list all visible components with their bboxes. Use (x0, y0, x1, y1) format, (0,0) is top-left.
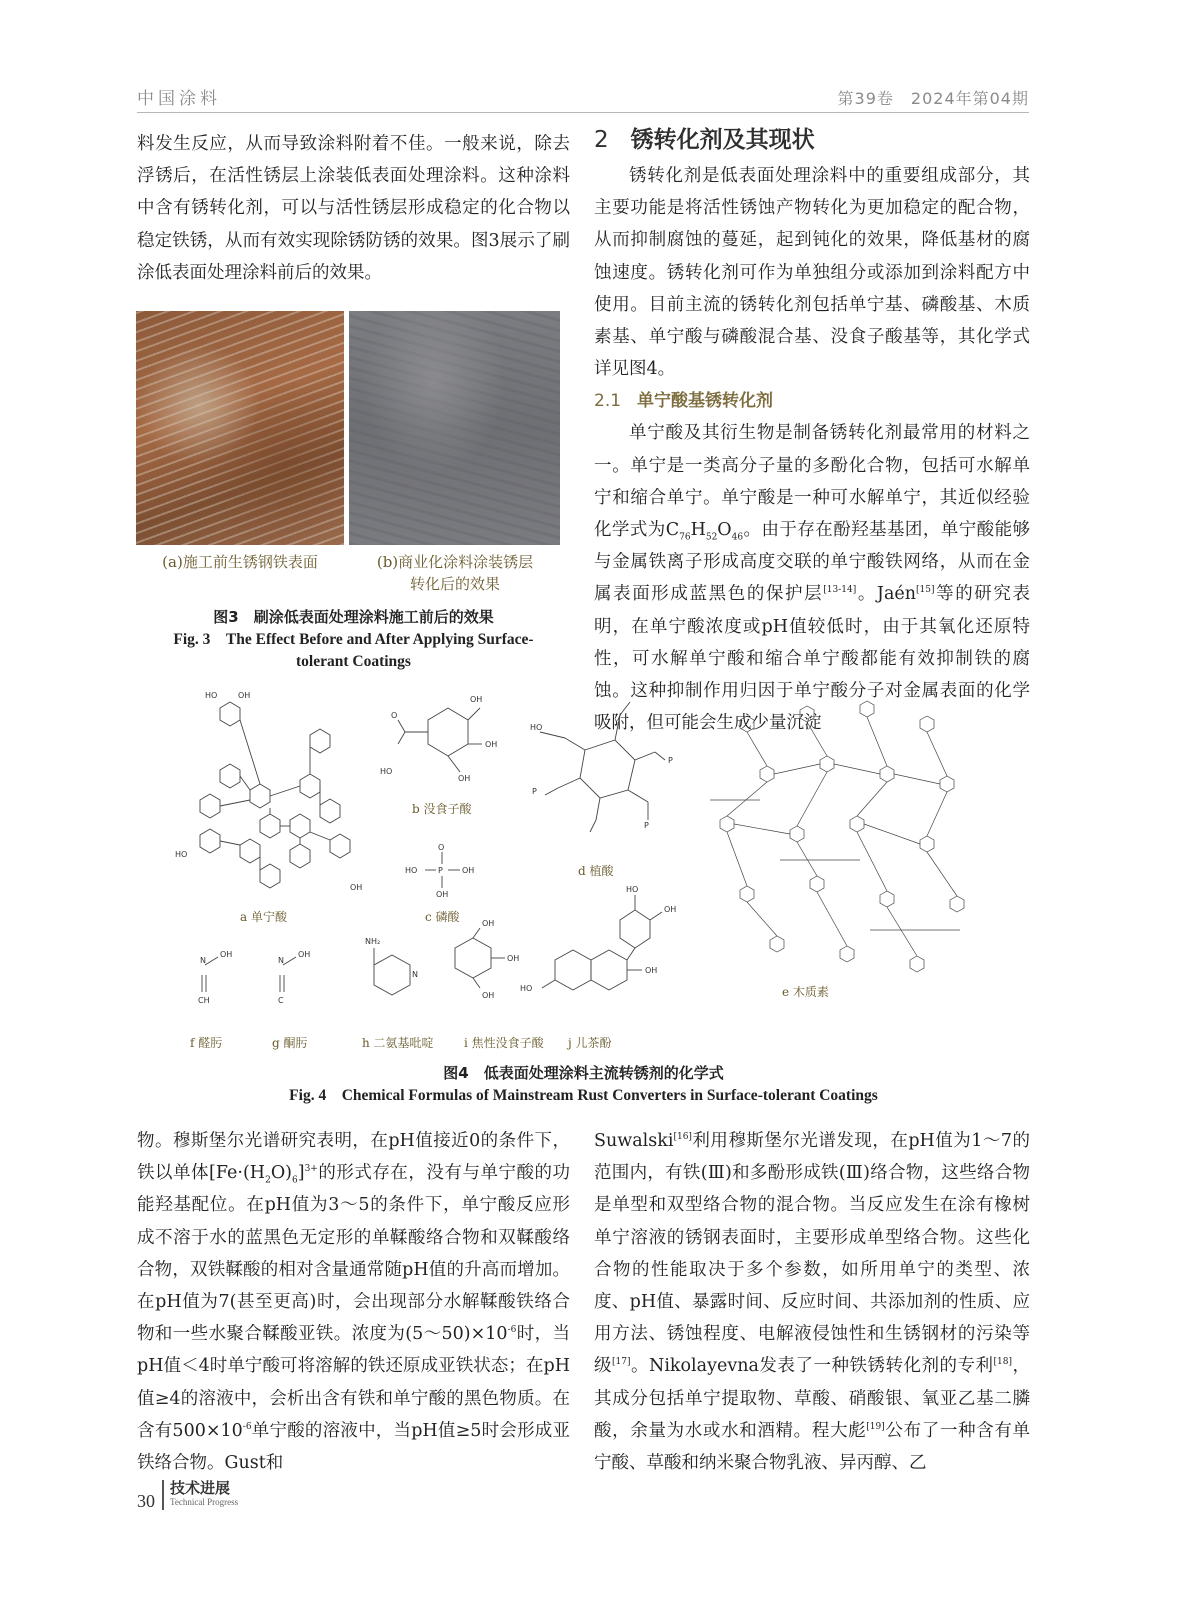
label-phytic-acid: d 植酸 (578, 864, 614, 878)
figure3-caption-en (137, 629, 570, 673)
section-label-zh: 技术进展 (170, 1479, 231, 1497)
svg-text:OH: OH (482, 919, 495, 928)
subsection-number: 2.1 (594, 391, 622, 412)
citation: [19] (866, 1421, 885, 1432)
svg-text:OH: OH (507, 954, 520, 963)
svg-text:HO: HO (380, 767, 393, 776)
svg-text:OH: OH (238, 691, 251, 700)
svg-text:N: N (412, 970, 418, 979)
label-lignin: e 木质素 (782, 985, 829, 999)
label-catechin: j 儿茶酚 (568, 1036, 612, 1050)
svg-text:N: N (200, 956, 206, 965)
subsection-heading (594, 385, 1030, 417)
svg-text:O: O (391, 711, 398, 720)
svg-text:HO: HO (175, 850, 188, 859)
label-gallic-acid: b 没食子酸 (412, 802, 472, 816)
svg-text:P: P (668, 756, 673, 765)
figure3-subcaption-a: (a)施工前生锈钢铁表面 (162, 553, 318, 571)
svg-text:HO: HO (530, 723, 543, 732)
figure3-subcaption-b (349, 551, 561, 595)
svg-text:HO: HO (626, 885, 639, 894)
svg-text:OH: OH (482, 991, 495, 1000)
paragraph: 料发生反应，从而导致涂料附着不佳。一般来说，除去浮锈后，在活性锈层上涂装低表面处理涂料。这种涂料中含有锈转化剂，可以与活性锈层形成稳定的化合物以稳定铁锈，从而有效实现除锈防锈的效果。图3展示了刷涂低表面处理涂料前后的效果。 (137, 134, 570, 283)
caption-line: Fig. 3 The Effect Before and After Applying Surface- (173, 631, 534, 648)
right-column-top (594, 120, 1030, 739)
label-aminopyridine: h 二氨基吡啶 (362, 1036, 434, 1050)
svg-text:OH: OH (664, 905, 677, 914)
subsection-title: 单宁酸基锈转化剂 (637, 391, 774, 412)
svg-text:OH: OH (485, 740, 498, 749)
svg-text:HO: HO (405, 866, 418, 875)
svg-text:OH: OH (350, 883, 363, 892)
svg-text:C: C (278, 996, 284, 1005)
svg-text:P: P (532, 787, 537, 796)
paragraph: 锈转化剂是低表面处理涂料中的重要组成部分，其主要功能是将活性锈蚀产物转化为更加稳定的配合物，从而抑制腐蚀的蔓延，起到钝化的效果，降低基材的腐蚀速度。锈转化剂可作为单独组分或添加到涂料配方中使用。目前主流的锈转化剂包括单宁基、磷酸基、木质素基、单宁酸与磷酸混合基、没食子酸基等，其化学式详见图4。 (594, 166, 1030, 380)
label-pyrogallol: i 焦性没食子酸 (464, 1036, 544, 1050)
citation: [15] (916, 585, 935, 596)
svg-text:N: N (278, 956, 284, 965)
svg-text:P: P (438, 866, 443, 875)
svg-text:OH: OH (220, 950, 233, 959)
subcaption-line: 转化后的效果 (409, 575, 500, 593)
section-heading (594, 120, 1030, 160)
svg-text:OH: OH (645, 966, 658, 975)
aminopyridine-structure (374, 948, 410, 995)
catechin-structure (542, 895, 662, 990)
paragraph: 物。穆斯堡尔光谱研究表明，在pH值接近0的条件下，铁以单体$[Fe\cdot(H_2O)_6]^{3+}$的形式存在，没有与单宁酸的功能羟基配位。在pH值为3～5的条件下，单宁酸反应形成不溶于水的蓝黑色无定形的单鞣酸络合物和双鞣酸络合物，双铁鞣酸的相对含量通常随pH值的升高而增加。在pH值为7(甚至更高)时，会出现部分水解鞣酸铁络合物和一些水聚合鞣酸亚铁。浓度为$(5\sim 50)\times 10^{-6}$时，当pH值＜4时单宁酸可将溶解的铁还原成亚铁状态；在pH值≥4的溶液中，会析出含有铁和单宁酸的黑色物质。在含有$500\times 10^{-6}$单宁酸的溶液中，当pH值≥5时会形成亚铁络合物。Gust和 (137, 1131, 571, 1474)
right-column-bottom (594, 1125, 1030, 1479)
journal-name: 中国涂料 (137, 89, 221, 109)
svg-text:OH: OH (470, 695, 483, 704)
figure4-caption-zh: 图4 低表面处理涂料主流转锈剂的化学式 (443, 1064, 724, 1082)
left-column-top (137, 128, 570, 289)
header-divider (137, 112, 1029, 113)
issue-info: 第39卷 2024年第04期 (837, 89, 1029, 108)
svg-text:P: P (644, 821, 649, 830)
subcaption-line: (b)商业化涂料涂装锈层 (376, 553, 534, 571)
citation: [18] (993, 1357, 1012, 1368)
pyrogallol-structure (455, 928, 505, 988)
tannic-acid-structure (200, 702, 350, 888)
svg-text:OH: OH (462, 866, 475, 875)
section-number: 2 (594, 127, 609, 153)
figure4-caption-en: Fig. 4 Chemical Formulas of Mainstream Rust Converters in Surface-tolerant Coatings (289, 1087, 878, 1104)
label-tannic-acid: a 单宁酸 (240, 910, 287, 924)
label-ketoxime: g 酮肟 (272, 1036, 308, 1050)
figure3-caption-zh: 图3 刷涂低表面处理涂料施工前后的效果 (213, 608, 494, 626)
svg-text:OH: OH (298, 950, 311, 959)
paragraph: 单宁酸及其衍生物是制备锈转化剂最常用的材料之一。单宁是一类高分子量的多酚化合物，包括可水解单宁和缩合单宁。单宁酸是一种可水解单宁，其近似经验化学式为$C_{76}H_{52}O_{46}$。由于存在酚羟基基团，单宁酸能够与金属铁离子形成高度交联的单宁酸铁网络，从而在金属表面形成蓝黑色的保护层[13-14]。Jaén[15]等的研究表明，在单宁酸浓度或pH值较低时，由于其氧化还原特性，可水解单宁酸和缩合单宁酸都能有效抑制铁的腐蚀。这种抑制作用归因于单宁酸分子对金属表面的化学吸附，但可能会生成少量沉淀 (594, 423, 1031, 734)
converted-coating-photo (349, 311, 560, 545)
page-number: 30 (137, 1491, 155, 1511)
left-column-bottom (137, 1125, 570, 1479)
svg-text:OH: OH (436, 890, 449, 899)
caption-line: tolerant Coatings (296, 653, 411, 670)
gallic-acid-structure (398, 708, 482, 772)
label-aldoxime: f 醛肟 (190, 1036, 223, 1050)
section-label-en: Technical Progress (170, 1497, 239, 1507)
footer-divider (162, 1480, 164, 1510)
citation: [13-14] (823, 585, 857, 596)
svg-text:HO: HO (205, 691, 218, 700)
svg-text:HO: HO (520, 984, 533, 993)
lignin-structure (710, 701, 964, 972)
citation: [17] (612, 1357, 631, 1368)
svg-text:OH: OH (458, 774, 471, 783)
citation: [16] (673, 1132, 692, 1142)
svg-text:O: O (438, 843, 445, 852)
phytic-acid-structure (540, 702, 665, 832)
rusty-steel-photo (136, 311, 344, 545)
svg-text:NH₂: NH₂ (365, 937, 381, 946)
paragraph: Suwalski[16]利用穆斯堡尔光谱发现，在pH值为1～7的范围内，有铁(Ⅲ)和多酚形成铁(Ⅲ)络合物，这些络合物是单型和双型络合物的混合物。当反应发生在涂有橡树单宁溶液的锈钢表面时，主要形成单型络合物。这些化合物的性能取决于多个参数，如所用单宁的类型、浓度、pH值、暴露时间、反应时间、共添加剂的性质、应用方法、锈蚀程度、电解液侵蚀性和生锈钢材的污染等级[17]。Nikolayevna发表了一种铁锈转化剂的专利[18]，其成分包括单宁提取物、草酸、硝酸银、氧亚乙基二膦酸，余量为水或水和酒精。程大彪[19]公布了一种含有单宁酸、草酸和纳米聚合物乳液、异丙醇、乙 (594, 1131, 1031, 1474)
svg-text:CH: CH (198, 996, 210, 1005)
section-title: 锈转化剂及其现状 (630, 127, 815, 153)
label-phosphoric-acid: c 磷酸 (425, 910, 460, 924)
